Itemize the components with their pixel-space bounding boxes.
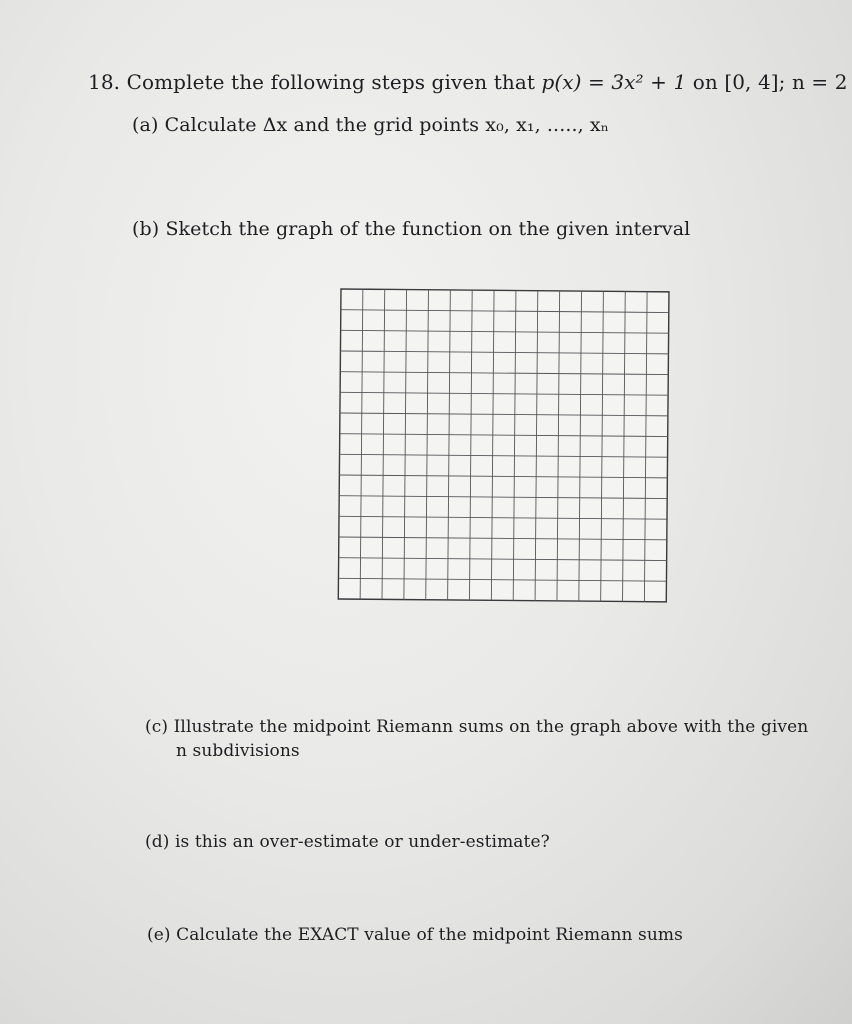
- graph-grid-svg: [337, 288, 670, 603]
- part-a-label: (a): [132, 114, 159, 136]
- question-stem: Complete the following steps given that: [126, 70, 536, 94]
- part-e-label: (e): [147, 925, 171, 945]
- part-d: [145, 832, 550, 852]
- part-c-text: Illustrate the midpoint Riemann sums on the graph above with the given: [173, 717, 809, 737]
- part-e-text: Calculate the EXACT value of the midpoint Riemann sums: [176, 925, 683, 945]
- part-d-label: (d): [145, 832, 170, 852]
- interval-text: on [0, 4]; n = 2: [692, 70, 848, 94]
- part-c-continued: [176, 741, 300, 761]
- part-b-label: (b): [132, 218, 160, 240]
- part-b: [132, 218, 690, 240]
- part-b-text: Sketch the graph of the function on the given interval: [165, 218, 691, 240]
- part-c-text-2: n subdivisions: [176, 741, 300, 761]
- part-e: [147, 925, 683, 945]
- part-c: [145, 717, 808, 737]
- part-a-text: Calculate Δx and the grid points x₀, x₁, ....., xₙ: [164, 114, 610, 136]
- part-d-text: is this an over-estimate or under-estimate?: [174, 832, 550, 852]
- question-title: [88, 70, 848, 94]
- function-expression: p(x) = 3x² + 1: [541, 70, 687, 94]
- graph-grid: [337, 288, 670, 603]
- question-number: 18.: [88, 70, 121, 94]
- part-c-label: (c): [145, 717, 169, 737]
- part-a: [132, 114, 609, 136]
- grid-frame: [338, 289, 669, 602]
